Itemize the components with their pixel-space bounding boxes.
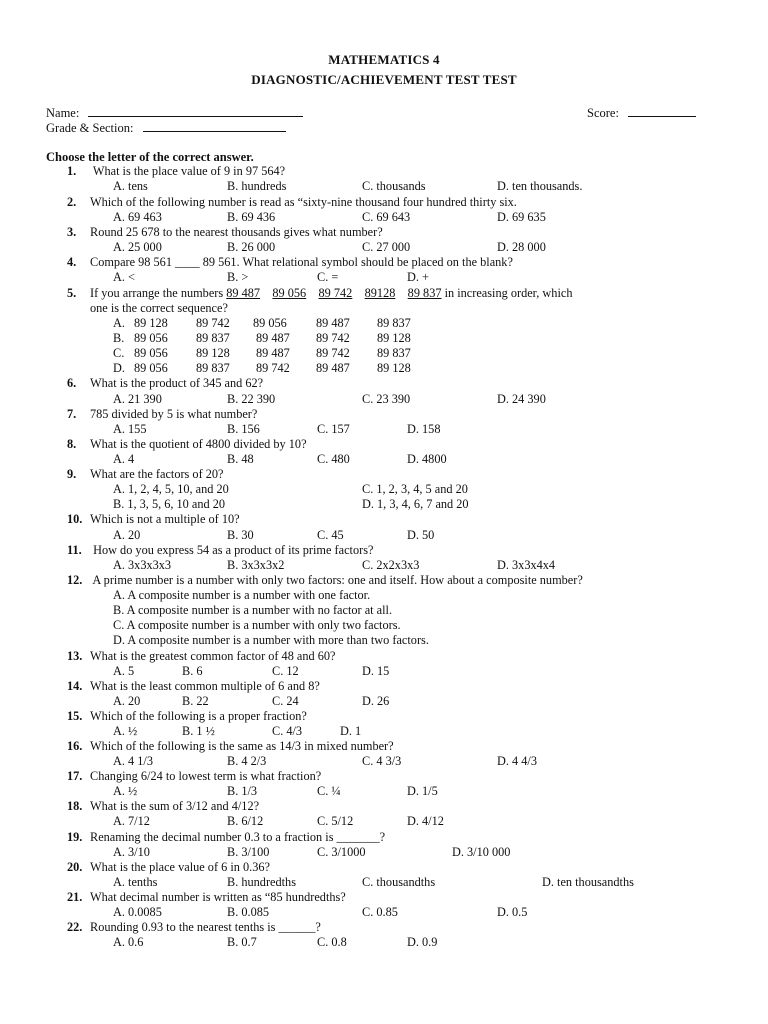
question-20: 20. What is the place value of 6 in 0.36? (67, 860, 270, 874)
question-21: 21. What decimal number is written as “85 hundredths? (67, 890, 346, 904)
sequence-value: 89 128 (134, 316, 168, 330)
option[interactable]: C. 3/1000 (317, 845, 366, 859)
option[interactable]: A. 3x3x3x3 (113, 558, 172, 572)
question-6: 6. What is the product of 345 and 62? (67, 376, 264, 390)
sequence-value: 89 128 (377, 361, 411, 375)
option[interactable]: C. 2x2x3x3 (362, 558, 420, 572)
score-blank[interactable] (628, 104, 696, 117)
question-15: 15. Which of the following is a proper fraction? (67, 709, 307, 723)
sequence-value: 89 056 (134, 346, 168, 360)
question-11: 11. How do you express 54 as a product of its prime factors? (67, 543, 374, 557)
test-title: MATHEMATICS 4 (328, 52, 440, 67)
instructions: Choose the letter of the correct answer. (46, 150, 254, 164)
option[interactable]: A. 69 463 (113, 210, 162, 224)
option[interactable]: C. 5/12 (317, 814, 354, 828)
option[interactable]: A. 155 (113, 422, 147, 436)
sequence-value: 89 487 (256, 331, 290, 345)
option[interactable]: A. ½ (113, 724, 138, 738)
option[interactable]: D. 1 (340, 724, 362, 738)
option[interactable]: B. 1 ½ (182, 724, 215, 738)
test-subtitle: DIAGNOSTIC/ACHIEVEMENT TEST TEST (251, 72, 517, 87)
option[interactable]: C. 1, 2, 3, 4, 5 and 20 (362, 482, 468, 496)
option[interactable]: C. 0.8 (317, 935, 347, 949)
option[interactable]: A. tenths (113, 875, 158, 889)
option[interactable]: C. thousandths (362, 875, 436, 889)
question-13: 13. What is the greatest common factor of 48 and 60? (67, 649, 336, 663)
sequence-value: 89 837 (196, 331, 230, 345)
option[interactable]: B. 48 (227, 452, 254, 466)
sequence-value: 89 487 (256, 346, 290, 360)
option[interactable]: A. 4 (113, 452, 135, 466)
question-22: 22. Rounding 0.93 to the nearest tenths is ______? (67, 920, 321, 934)
sequence-value: 89 487 (316, 361, 350, 375)
option[interactable]: C. ¼ (317, 784, 341, 798)
option[interactable]: D. A composite number is a number with more than two factors. (113, 633, 429, 647)
option[interactable]: D. 50 (407, 528, 435, 542)
option[interactable]: B. 1, 3, 5, 6, 10 and 20 (113, 497, 226, 511)
question-14: 14. What is the least common multiple of 6 and 8? (67, 679, 320, 693)
grade-section-blank[interactable] (143, 119, 286, 132)
option[interactable]: D. 1/5 (407, 784, 438, 798)
question-18: 18. What is the sum of 3/12 and 4/12? (67, 799, 260, 813)
option[interactable]: D. 15 (362, 664, 390, 678)
option[interactable]: B. 22 390 (227, 392, 276, 406)
option[interactable]: D. 4/12 (407, 814, 444, 828)
name-blank[interactable] (88, 104, 303, 117)
question-5-continued: one is the correct sequence? (90, 301, 228, 315)
option[interactable]: C. 12 (272, 664, 299, 678)
number-item: 89128 (364, 286, 396, 300)
option[interactable]: B. > (227, 270, 249, 284)
option[interactable]: A. 20 (113, 528, 141, 542)
option[interactable]: D. 158 (407, 422, 441, 436)
option[interactable]: C. 27 000 (362, 240, 411, 254)
option[interactable]: D. 0.5 (497, 905, 528, 919)
option[interactable]: D. 24 390 (497, 392, 546, 406)
option[interactable]: A. 0.6 (113, 935, 144, 949)
sequence-value: 89 837 (377, 316, 411, 330)
option[interactable]: A. 1, 2, 4, 5, 10, and 20 (113, 482, 229, 496)
sequence-value: 89 837 (196, 361, 230, 375)
sequence-value: 89 742 (316, 346, 350, 360)
option[interactable]: B. 30 (227, 528, 254, 542)
grade-section-field (46, 119, 286, 136)
option[interactable]: B. A composite number is a number with no factor at all. (113, 603, 393, 617)
question-17: 17. Changing 6/24 to lowest term is what fraction? (67, 769, 322, 783)
question-2: 2. Which of the following number is read as “sixty-nine thousand four hundred thirty six. (67, 195, 517, 209)
sequence-value: 89 056 (253, 316, 287, 330)
option[interactable]: C. 45 (317, 528, 344, 542)
question-7: 7. 785 divided by 5 is what number? (67, 407, 258, 421)
option[interactable]: D. 4800 (407, 452, 447, 466)
number-item: 89 487 (226, 286, 261, 300)
sequence-value: 89 128 (196, 346, 230, 360)
sequence-value: 89 742 (256, 361, 290, 375)
option[interactable]: B. 156 (227, 422, 260, 436)
option[interactable]: B. (113, 331, 125, 345)
option[interactable]: D. (113, 361, 125, 375)
option[interactable]: B. 69 436 (227, 210, 276, 224)
option[interactable]: B. 3x3x3x2 (227, 558, 285, 572)
option[interactable]: B. 4 2/3 (227, 754, 267, 768)
question-4: 4. Compare 98 561 ____ 89 561. What relational symbol should be placed on the blank? (67, 255, 513, 269)
option[interactable]: C. (113, 346, 125, 360)
sequence-value: 89 837 (377, 346, 411, 360)
sequence-value: 89 056 (134, 331, 168, 345)
question-5: 5. If you arrange the numbers 89 487 89 056 89 742 89128 89 837 in increasing order, which (67, 286, 573, 300)
option[interactable]: D. 0.9 (407, 935, 438, 949)
score-label: Score: (587, 106, 619, 120)
option[interactable]: A. (113, 316, 125, 330)
option[interactable]: A. 25 000 (113, 240, 162, 254)
sequence-value: 89 742 (196, 316, 230, 330)
option[interactable]: A. < (113, 270, 135, 284)
number-item: 89 742 (318, 286, 353, 300)
option[interactable]: B. hundredths (227, 875, 296, 889)
option[interactable]: B. 22 (182, 694, 209, 708)
option[interactable]: D. 4 4/3 (497, 754, 537, 768)
option[interactable]: A. tens (113, 179, 148, 193)
option[interactable]: B. hundreds (227, 179, 287, 193)
option[interactable]: A. 21 390 (113, 392, 162, 406)
grade-section-label: Grade & Section: (46, 121, 134, 135)
score-field (587, 104, 696, 121)
number-item: 89 056 (272, 286, 307, 300)
option[interactable]: D. ten thousandths (542, 875, 634, 889)
sequence-value: 89 128 (377, 331, 411, 345)
option[interactable]: D. + (407, 270, 429, 284)
name-label: Name: (46, 106, 80, 120)
question-16: 16. Which of the following is the same as 14/3 in mixed number? (67, 739, 394, 753)
option[interactable]: C. 480 (317, 452, 350, 466)
option[interactable]: D. 26 (362, 694, 390, 708)
sequence-value: 89 487 (316, 316, 350, 330)
option[interactable]: C. = (317, 270, 339, 284)
option[interactable]: C. 24 (272, 694, 299, 708)
option[interactable]: A. A composite number is a number with one factor. (113, 588, 371, 602)
number-item: 89 837 (407, 286, 442, 300)
option[interactable]: A. 4 1/3 (113, 754, 153, 768)
option[interactable]: A. 0.0085 (113, 905, 162, 919)
question-9: 9. What are the factors of 20? (67, 467, 224, 481)
option[interactable]: D. 3/10 000 (452, 845, 511, 859)
option[interactable]: D. 3x3x4x4 (497, 558, 556, 572)
option[interactable]: C. 157 (317, 422, 350, 436)
option[interactable]: B. 3/100 (227, 845, 270, 859)
option[interactable]: B. 6 (182, 664, 203, 678)
option[interactable]: C. A composite number is a number with only two factors. (113, 618, 401, 632)
sequence-value: 89 056 (134, 361, 168, 375)
option[interactable]: A. 20 (113, 694, 141, 708)
sequence-value: 89 742 (316, 331, 350, 345)
option[interactable]: B. 6/12 (227, 814, 264, 828)
question-3: 3. Round 25 678 to the nearest thousands gives what number? (67, 225, 383, 239)
option[interactable]: C. 0.85 (362, 905, 398, 919)
option[interactable]: B. 0.085 (227, 905, 270, 919)
option[interactable]: C. thousands (362, 179, 426, 193)
option[interactable]: D. 28 000 (497, 240, 546, 254)
question-12: 12. A prime number is a number with only two factors: one and itself. How about a composite number? (67, 573, 583, 587)
option[interactable]: B. 0.7 (227, 935, 257, 949)
option[interactable]: A. 3/10 (113, 845, 150, 859)
question-8: 8. What is the quotient of 4800 divided by 10? (67, 437, 307, 451)
option[interactable]: A. 5 (113, 664, 135, 678)
option[interactable]: C. 69 643 (362, 210, 411, 224)
option[interactable]: D. ten thousands. (497, 179, 583, 193)
option[interactable]: B. 26 000 (227, 240, 276, 254)
option[interactable]: A. ½ (113, 784, 138, 798)
option[interactable]: B. 1/3 (227, 784, 258, 798)
option[interactable]: D. 1, 3, 4, 6, 7 and 20 (362, 497, 469, 511)
question-19: 19. Renaming the decimal number 0.3 to a fraction is _______? (67, 830, 386, 844)
option[interactable]: A. 7/12 (113, 814, 150, 828)
option[interactable]: C. 4 3/3 (362, 754, 402, 768)
question-1: 1. What is the place value of 9 in 97 564? (67, 164, 286, 178)
option[interactable]: D. 69 635 (497, 210, 546, 224)
option[interactable]: C. 4/3 (272, 724, 303, 738)
option[interactable]: C. 23 390 (362, 392, 411, 406)
question-10: 10. Which is not a multiple of 10? (67, 512, 240, 526)
